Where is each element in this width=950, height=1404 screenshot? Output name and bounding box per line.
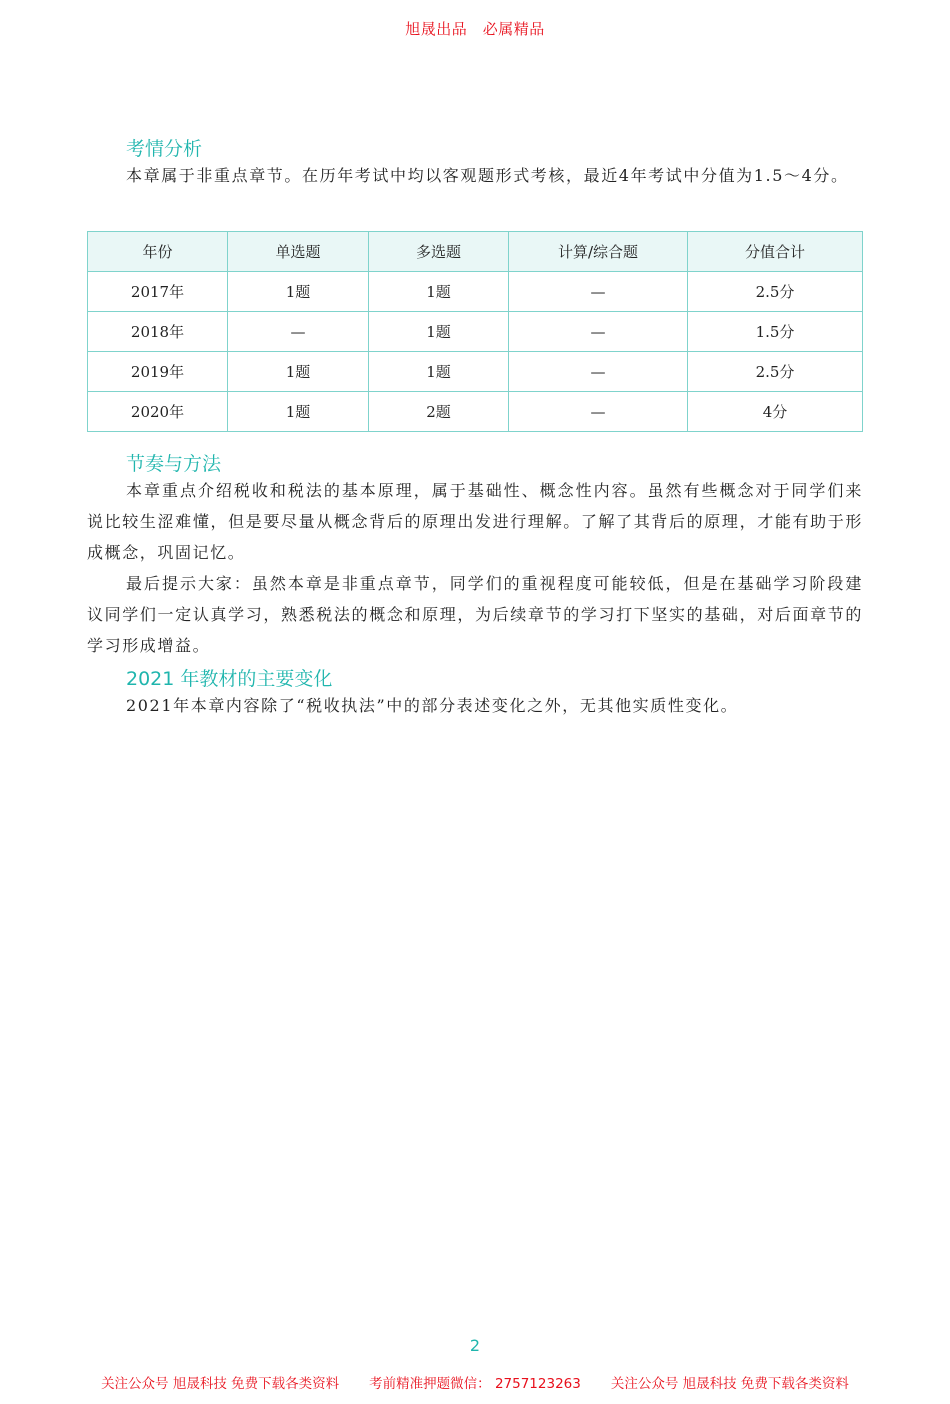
table-cell: — [509,352,688,392]
table-cell: 2019年 [88,352,228,392]
score-table [87,231,863,432]
table-cell: 1题 [228,352,369,392]
table-row [88,312,863,352]
section-title-exam-analysis: 考情分析 [126,138,203,160]
changes-2021-paragraph: 2021年本章内容除了“税收执法”中的部分表述变化之外，无其他实质性变化。 [126,696,739,715]
table-header-row [88,232,863,272]
page-number: 2 [469,1336,481,1355]
footer-left-text: 关注公众号 旭晟科技 免费下载各类资料 [101,1376,340,1392]
table-cell: 2017年 [88,272,228,312]
table-cell: 2018年 [88,312,228,352]
section-title-changes-2021: 2021 年教材的主要变化 [126,668,333,690]
table-cell: — [509,272,688,312]
table-cell: 1题 [228,272,369,312]
header-banner: 旭晟出品 必属精品 [405,20,545,38]
exam-analysis-paragraph: 本章属于非重点章节。在历年考试中均以客观题形式考核，最近4年考试中分值为1.5～4分。 [126,166,849,185]
table-row [88,352,863,392]
table-cell: — [228,312,369,352]
table-cell: 1题 [369,272,509,312]
table-cell: 1题 [369,352,509,392]
rhythm-method-paragraph-2: 最后提示大家：虽然本章是非重点章节，同学们的重视程度可能较低，但是在基础学习阶段建议同学们一定认真学习，熟悉税法的概念和原理，为后续章节的学习打下坚实的基础，对后面章节的学习形成增益。 [87,574,863,655]
section-title-rhythm-method: 节奏与方法 [126,453,222,475]
table-header-cell: 年份 [88,232,228,272]
footer-right-text: 关注公众号 旭晟科技 免费下载各类资料 [610,1376,849,1392]
table-header-cell: 分值合计 [688,232,863,272]
footer-banner [0,1372,950,1392]
footer-center-text: 考前精准押题微信： 2757123263 [369,1376,581,1392]
table-cell: — [509,312,688,352]
table-cell: 1题 [228,392,369,432]
table-row [88,272,863,312]
table-cell: 1.5分 [688,312,863,352]
table-cell: 2020年 [88,392,228,432]
table-header-cell: 单选题 [228,232,369,272]
table-cell: 2.5分 [688,272,863,312]
table-cell: 1题 [369,312,509,352]
table-cell: 4分 [688,392,863,432]
table-row [88,392,863,432]
table-cell: 2.5分 [688,352,863,392]
rhythm-method-paragraph-1: 本章重点介绍税收和税法的基本原理，属于基础性、概念性内容。虽然有些概念对于同学们来说比较生涩难懂，但是要尽量从概念背后的原理出发进行理解。了解了其背后的原理，才能有助于形成概念，巩固记忆。 [87,481,863,562]
table-cell: — [509,392,688,432]
table-header-cell: 多选题 [369,232,509,272]
table-header-cell: 计算/综合题 [509,232,688,272]
table-cell: 2题 [369,392,509,432]
